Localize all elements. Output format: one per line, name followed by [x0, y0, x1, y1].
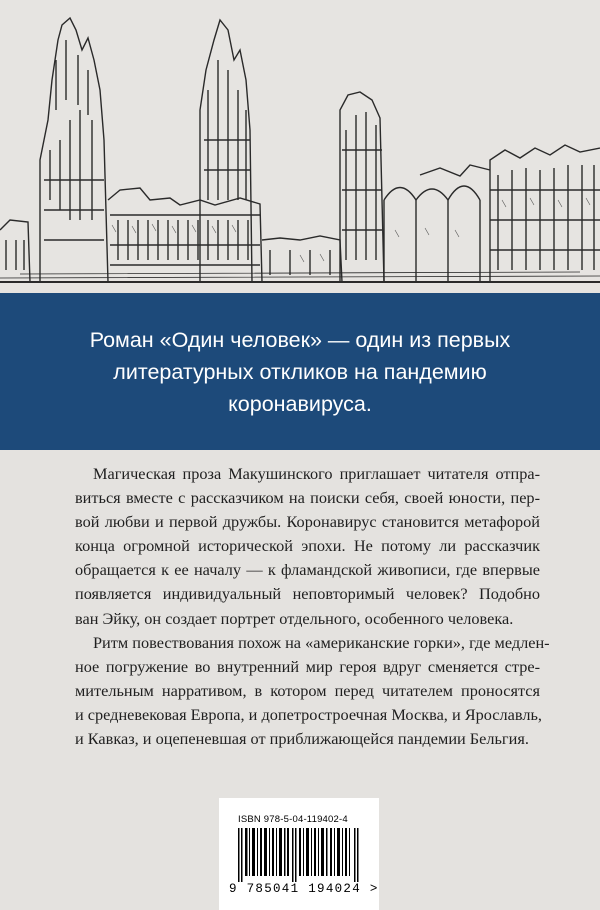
annotation-line: мительным нарративом, в котором перед читателем проносятся — [75, 680, 540, 700]
annotation-line: появляется индивидуальный неповторимый человек? Подобно — [75, 584, 540, 604]
annotation-line: и средневековая Европа, и допетростроечная Москва, и Ярославль, — [75, 704, 542, 724]
book-annotation — [75, 462, 550, 751]
annotation-line: обращается к ее началу — к фламандской живописи, где впервые — [75, 560, 540, 580]
tagline-banner — [0, 293, 600, 450]
tagline-line: Роман «Один человек» — один из первых — [89, 327, 511, 352]
annotation-line: Магическая проза Макушинского приглашает читателя отпра- — [93, 464, 540, 483]
tagline — [40, 324, 560, 420]
tagline-line: коронавируса. — [228, 391, 372, 416]
annotation-line: Ритм повествования похож на «американские горки», где медлен- — [93, 632, 550, 652]
barcode-bars — [238, 828, 360, 882]
barcode-digits: 9 785041 194024 > — [229, 882, 379, 896]
annotation-line: вой любви и первой дружбы. Коронавирус становится метафорой — [75, 512, 540, 532]
annotation-line: и Кавказ, и оцепеневшая от приближающейся пандемии Бельгия. — [75, 729, 529, 749]
tagline-line: литературных откликов на пандемию — [113, 359, 487, 384]
annotation-line: ван Эйку, он создает портрет отдельного, особенного человека. — [75, 608, 514, 628]
ruins-illustration — [0, 0, 600, 293]
isbn-label: ISBN 978-5-04-119402-4 — [238, 814, 348, 825]
barcode-block — [219, 798, 379, 910]
annotation-line: виться вместе с рассказчиком на поиски себя, своей юности, пер- — [75, 488, 540, 508]
annotation-line: конца огромной исторической эпохи. Не потому ли рассказчик — [75, 536, 540, 556]
annotation-line: ное погружение во внутренний мир героя вдруг сменяется стре- — [75, 656, 540, 676]
ruined-cathedral-drawing — [0, 0, 600, 293]
